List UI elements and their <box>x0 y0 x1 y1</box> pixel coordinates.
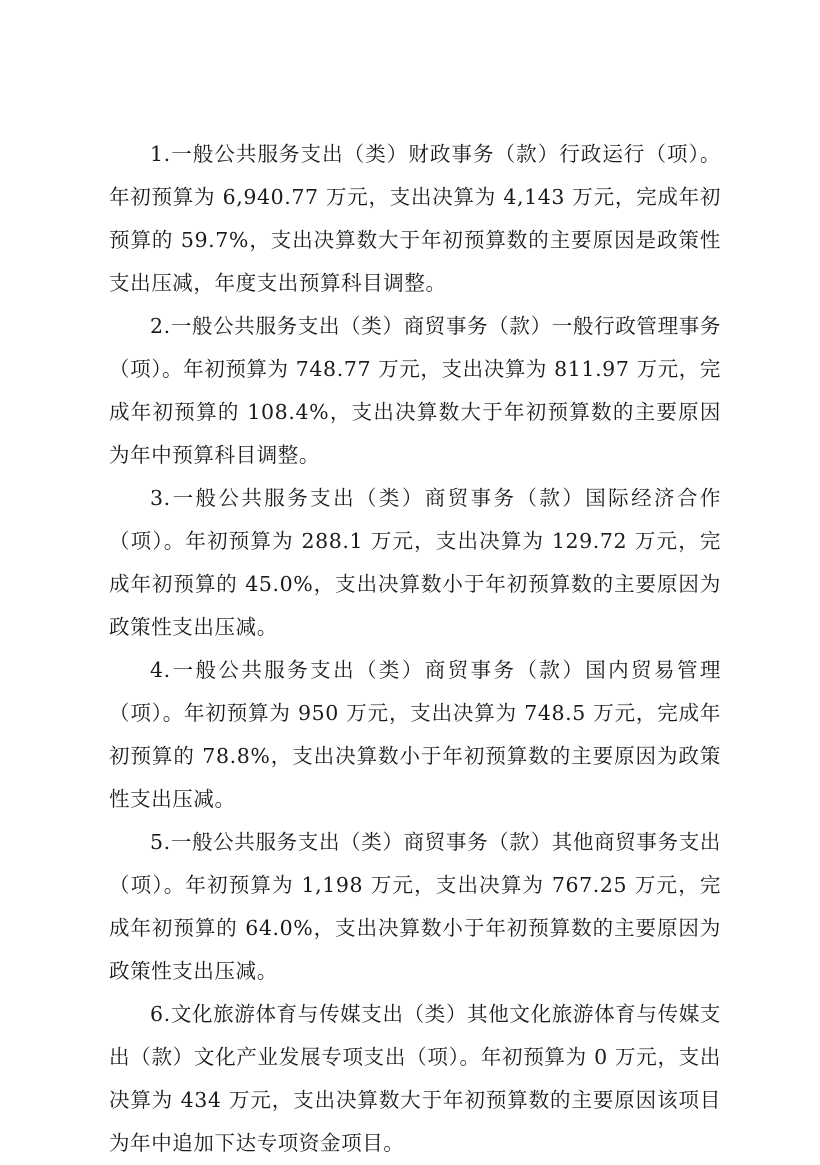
paragraph-item-6: 6.文化旅游体育与传媒支出（类）其他文化旅游体育与传媒支出（款）文化产业发展专项支出（项）。年初预算为 0 万元，支出决算为 434 万元，支出决算数大于年初预算数的主要原因该项目为年中追加下达专项资金项目。 <box>109 1002 721 1155</box>
paragraph-item-4: 4.一般公共服务支出（类）商贸事务（款）国内贸易管理（项）。年初预算为 950 万元，支出决算为 748.5 万元，完成年初预算的 78.8%，支出决算数小于年初预算数的主要原因为政策性支出压减。 <box>109 658 721 811</box>
document-body <box>109 133 721 1165</box>
paragraph-item-5: 5.一般公共服务支出（类）商贸事务（款）其他商贸事务支出（项）。年初预算为 1,198 万元，支出决算为 767.25 万元，完成年初预算的 64.0%，支出决算数小于年初预算数的主要原因为政策性支出压减。 <box>109 830 721 983</box>
paragraph-item-1: 1.一般公共服务支出（类）财政事务（款）行政运行（项）。年初预算为 6,940.77 万元，支出决算为 4,143 万元，完成年初预算的 59.7%，支出决算数大于年初预算数的主要原因是政策性支出压减，年度支出预算科目调整。 <box>109 142 721 295</box>
paragraph-item-3: 3.一般公共服务支出（类）商贸事务（款）国际经济合作（项）。年初预算为 288.1 万元，支出决算为 129.72 万元，完成年初预算的 45.0%，支出决算数小于年初预算数的主要原因为政策性支出压减。 <box>109 486 721 639</box>
paragraph-item-2: 2.一般公共服务支出（类）商贸事务（款）一般行政管理事务（项）。年初预算为 748.77 万元，支出决算为 811.97 万元，完成年初预算的 108.4%，支出决算数大于年初预算数的主要原因为年中预算科目调整。 <box>109 314 721 467</box>
